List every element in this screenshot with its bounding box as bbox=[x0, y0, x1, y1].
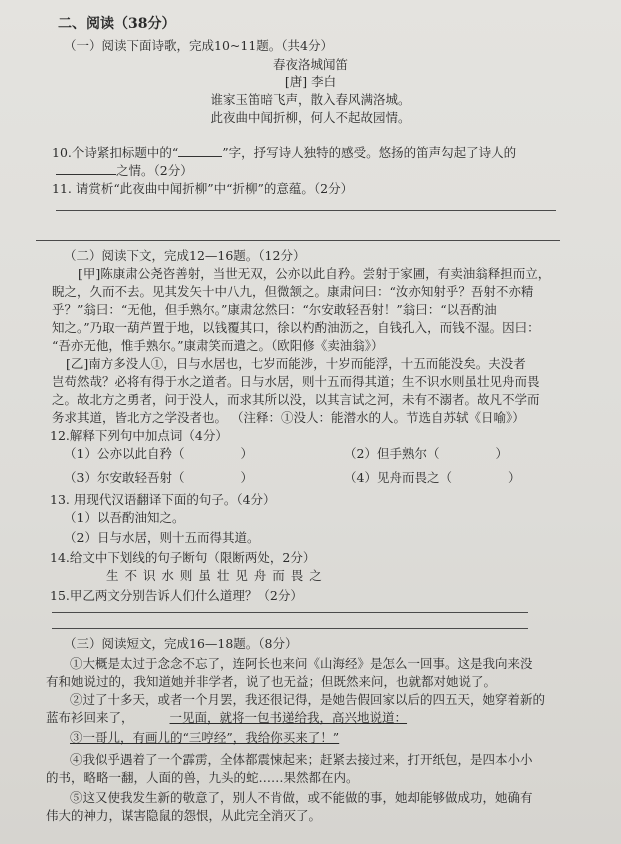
section-title: 二、阅读（38分） bbox=[58, 16, 176, 32]
question-13: 13. 用现代汉语翻译下面的句子。（4分） bbox=[50, 492, 276, 507]
jia-line: [甲]陈康肃公尧咨善射，当世无双，公亦以此自矜。尝射于家圃，有卖油翁释担而立， bbox=[78, 266, 551, 281]
part2-header: （二）阅读下文，完成12—16题。（12分） bbox=[64, 248, 306, 263]
q10-text-c: 之情。（2分） bbox=[116, 163, 193, 178]
p3-line: ③一哥儿，有画儿的“三哼经”，我给你买来了！” bbox=[70, 730, 340, 745]
p1-line: 有和她说过的，我知道她并非学者，说了也无益；但既然来问，也就都对她说了。 bbox=[46, 674, 497, 689]
q13-item-2: （2）日与水居，则十五而得其道。 bbox=[64, 530, 260, 545]
yi-line: 之。故北方之勇者，问于没人，而求其所以没，以其言试之河，未有不溺者。故凡不学而 bbox=[52, 392, 540, 407]
q10-blank-1[interactable] bbox=[178, 156, 222, 157]
p2-underlined: 一见面，就将一包书递给我，高兴地说道： bbox=[169, 710, 408, 725]
poem-line-1: 谁家玉笛暗飞声，散入春风满洛城。 bbox=[210, 92, 411, 107]
poem-author: [唐] 李白 bbox=[284, 74, 337, 89]
q12-item-label: （3）尔安敢轻吾射（ bbox=[64, 470, 185, 485]
q10-text-b: ”字，抒写诗人独特的感受。悠扬的笛声勾起了诗人的 bbox=[222, 145, 517, 160]
jia-line: “吾亦无他，惟手熟尔。”康肃笑而遣之。（欧阳修《卖油翁》） bbox=[52, 338, 384, 353]
q12-item-close: ） bbox=[240, 470, 253, 485]
q12-item-label: （2）但手熟尔（ bbox=[344, 446, 440, 461]
question-15: 15.甲乙两文分别告诉人们什么道理？（2分） bbox=[50, 588, 303, 603]
question-11: 11. 请赏析“此夜曲中闻折柳”中“折柳”的意蕴。（2分） bbox=[52, 181, 354, 196]
jia-line: 睨之，久而不去。见其发矢十中八九，但微颔之。康肃问曰：“汝亦知射乎？吾射不亦精 bbox=[52, 284, 534, 299]
q12-item-4 bbox=[344, 470, 520, 486]
poem-line-2: 此夜曲中闻折柳，何人不起故园情。 bbox=[210, 110, 411, 125]
question-14: 14.给文中下划线的句子断句（限断两处，2分） bbox=[50, 550, 316, 565]
part1-header: （一）阅读下面诗歌，完成10~11题。（共4分） bbox=[64, 38, 333, 53]
p4-line: ④我似乎遇着了一个霹雳，全体都震悚起来；赶紧去接过来，打开纸包，是四本小小 bbox=[70, 752, 533, 767]
q13-item-1: （1）以吾酌油知之。 bbox=[64, 510, 185, 525]
p4-line: 的书，略略一翻，人面的兽，九头的蛇……果然都在内。 bbox=[46, 770, 359, 785]
yi-line: [乙]南方多没人①，日与水居也，七岁而能涉，十岁而能浮，十五而能没矣。夫没者 bbox=[66, 356, 526, 371]
q12-item-label: （4）见舟而畏之（ bbox=[344, 470, 452, 485]
p2-line: ②过了十多天，或者一个月罢，我还很记得，是她告假回家以后的四五天，她穿着新的 bbox=[70, 692, 546, 707]
p5-line: 伟大的神力，谋害隐鼠的怨恨，从此完全消灭了。 bbox=[46, 808, 322, 823]
q10-blank-2[interactable] bbox=[56, 174, 116, 175]
q12-item-close: ） bbox=[240, 446, 253, 461]
answer-line bbox=[56, 210, 556, 211]
yi-line: 务求其道，皆北方之学没者也。 （注释：①没人：能潜水的人。节选自苏轼《日喻》） bbox=[52, 410, 525, 425]
q12-item-close: ） bbox=[507, 470, 521, 485]
q14-sentence: 生 不 识 水 则 虽 壮 见 舟 而 畏 之 bbox=[106, 568, 323, 583]
q12-item-label: （1）公亦以此自矜（ bbox=[64, 446, 185, 461]
question-10-cont bbox=[56, 163, 193, 179]
answer-line bbox=[52, 612, 528, 613]
q12-item-2 bbox=[344, 446, 508, 462]
q12-item-3 bbox=[64, 470, 253, 486]
p5-line: ⑤这又使我发生新的敬意了，别人不肯做，或不能做的事，她却能够做成功，她确有 bbox=[70, 790, 533, 805]
question-10 bbox=[52, 145, 516, 161]
q12-item-close: ） bbox=[495, 446, 508, 461]
jia-line: 知之。”乃取一葫芦置于地，以钱覆其口，徐以杓酌油沥之，自钱孔入，而钱不湿。因曰： bbox=[52, 320, 540, 335]
q10-text-a: 10.个诗紧扣标题中的“ bbox=[52, 145, 179, 160]
answer-line bbox=[36, 240, 560, 241]
part3-header: （三）阅读短文，完成16—18题。（8分） bbox=[64, 636, 298, 651]
p2-line bbox=[46, 710, 407, 726]
question-12: 12.解释下列句中加点词（4分） bbox=[50, 428, 228, 443]
q12-item-1 bbox=[64, 446, 253, 462]
jia-line: 乎？”翁曰：“无他，但手熟尔。”康肃忿然曰：“尔安敢轻吾射！”翁曰：“以吾酌油 bbox=[52, 302, 497, 317]
p1-line: ①大概是太过于念念不忘了，连阿长也来问《山海经》是怎么一回事。这是我向来没 bbox=[70, 656, 533, 671]
poem-title: 春夜洛城闻笛 bbox=[272, 57, 348, 72]
answer-line bbox=[52, 628, 528, 629]
p2-text: 蓝布衫回来了， bbox=[46, 710, 134, 725]
yi-line: 岂苟然哉？必将有得于水之道者。日与水居，则十五而得其道；生不识水则虽壮见舟而畏 bbox=[52, 374, 540, 389]
